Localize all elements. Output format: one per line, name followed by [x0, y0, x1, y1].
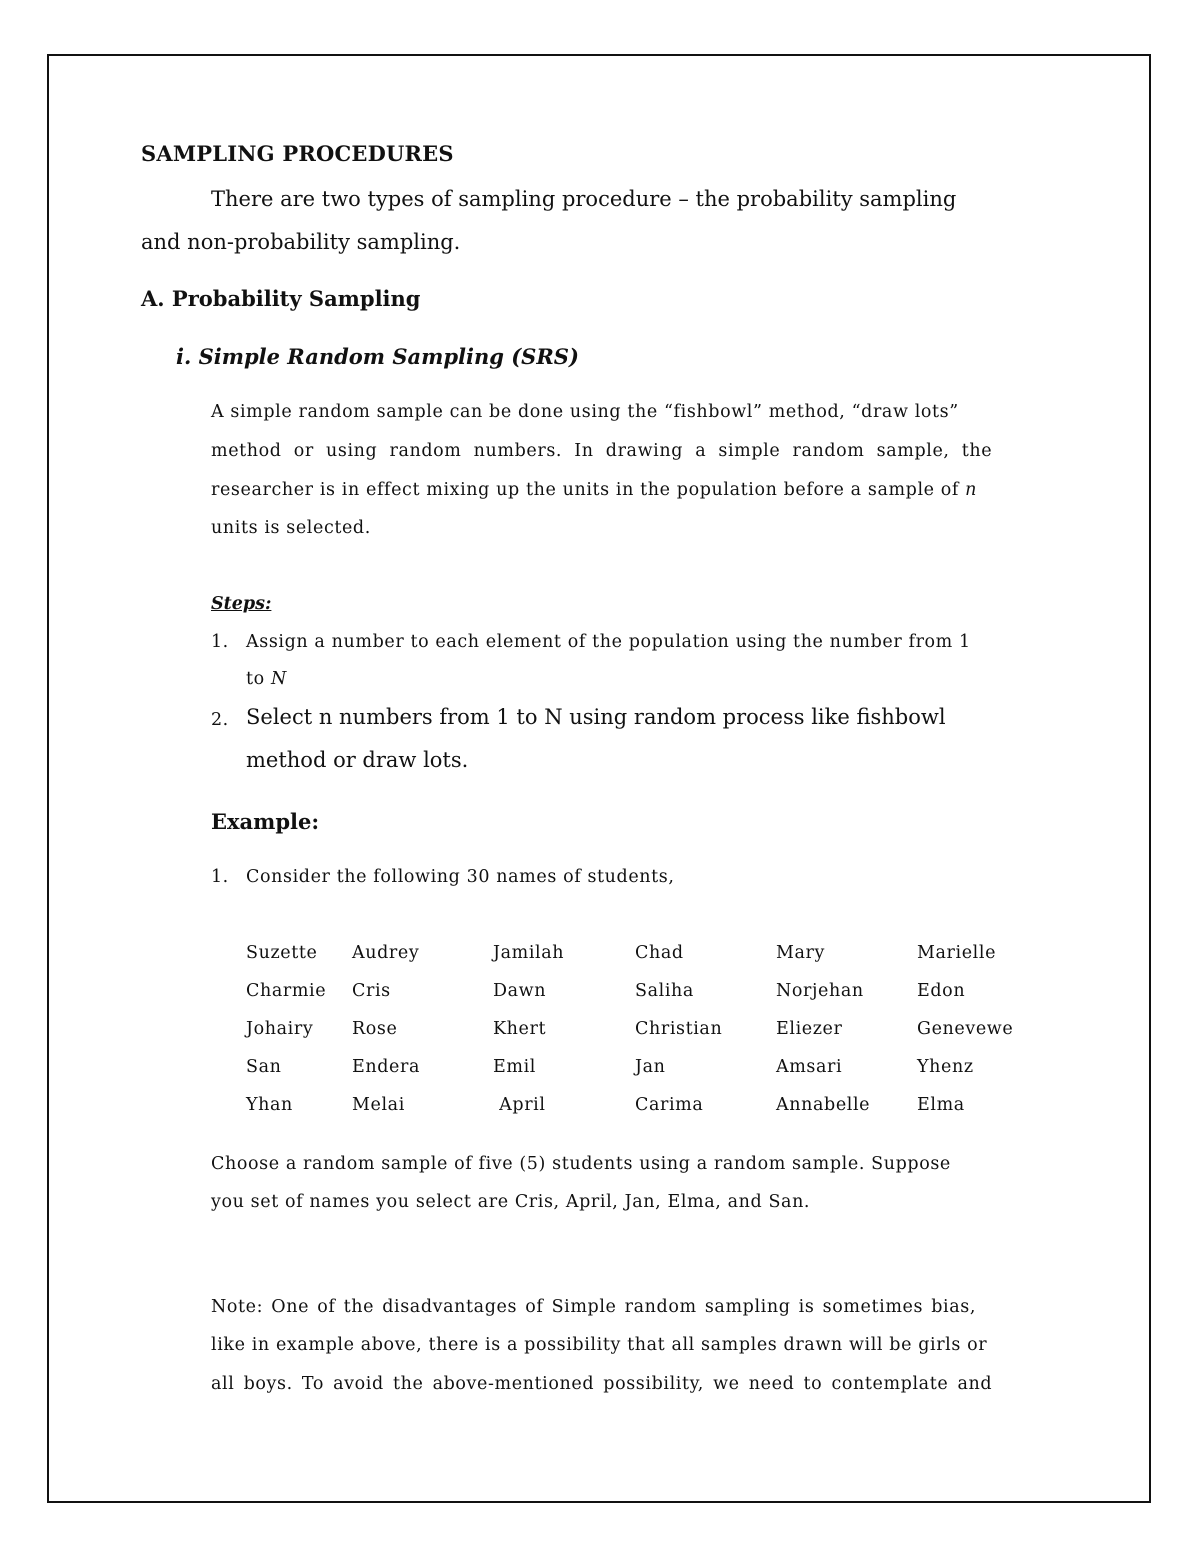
name-cell: Khert: [493, 1019, 547, 1039]
srs-variable-n: n: [965, 480, 978, 500]
step-1-number: 1.: [211, 632, 229, 652]
name-cell: San: [246, 1057, 282, 1077]
name-cell: Jan: [635, 1057, 666, 1077]
steps-title: Steps:: [211, 594, 272, 614]
name-cell: Carima: [635, 1095, 704, 1115]
name-cell: Cris: [352, 981, 391, 1001]
name-cell: Johairy: [246, 1019, 314, 1039]
name-cell: Endera: [352, 1057, 421, 1077]
name-cell: Amsari: [776, 1057, 843, 1077]
name-cell: Norjehan: [776, 981, 864, 1001]
name-cell: Suzette: [246, 943, 318, 963]
name-cell: Saliha: [635, 981, 694, 1001]
srs-paragraph-line-3: [211, 480, 977, 500]
example-item-number: 1.: [211, 867, 229, 887]
note-line-2: like in example above, there is a possibility that all samples drawn will be girls or: [211, 1335, 988, 1355]
name-cell: Annabelle: [776, 1095, 871, 1115]
name-cell: Chad: [635, 943, 684, 963]
name-cell: Yhenz: [917, 1057, 974, 1077]
section-i-heading: i. Simple Random Sampling (SRS): [176, 344, 579, 369]
example-item-text: Consider the following 30 names of students,: [246, 867, 675, 887]
srs-paragraph-line-4: units is selected.: [211, 518, 371, 538]
name-cell: April: [493, 1095, 546, 1115]
intro-line-1: There are two types of sampling procedure – the probability sampling: [211, 187, 957, 211]
choose-line-2: you set of names you select are Cris, April, Jan, Elma, and San.: [211, 1192, 811, 1212]
step-1-line-2: [246, 669, 287, 689]
name-cell: Marielle: [917, 943, 997, 963]
step-2-line-1: Select n numbers from 1 to N using random process like fishbowl: [246, 705, 946, 729]
intro-line-2: and non-probability sampling.: [141, 230, 461, 254]
step-1-line-1: Assign a number to each element of the population using the number from 1: [246, 632, 971, 652]
section-a-heading: A. Probability Sampling: [141, 286, 421, 311]
srs-line-3-text: researcher is in effect mixing up the units in the population before a sample of: [211, 480, 966, 500]
step-2-line-2: method or draw lots.: [246, 748, 469, 772]
name-cell: Melai: [352, 1095, 405, 1115]
document-heading: SAMPLING PROCEDURES: [141, 141, 454, 166]
name-cell: Eliezer: [776, 1019, 843, 1039]
note-line-3: all boys. To avoid the above-mentioned possibility, we need to contemplate and: [211, 1374, 993, 1394]
name-cell: Charmie: [246, 981, 327, 1001]
srs-paragraph-line-1: A simple random sample can be done using the “fishbowl” method, “draw lots”: [211, 402, 959, 422]
name-cell: Mary: [776, 943, 826, 963]
name-cell: Elma: [917, 1095, 965, 1115]
name-cell: Genevewe: [917, 1019, 1014, 1039]
step-1-variable-n: N: [270, 669, 287, 689]
name-cell: Christian: [635, 1019, 723, 1039]
step-2-number: 2.: [211, 710, 229, 730]
choose-line-1: Choose a random sample of five (5) students using a random sample. Suppose: [211, 1154, 951, 1174]
page-border: [47, 54, 1151, 1503]
name-cell: Yhan: [246, 1095, 293, 1115]
name-cell: Jamilah: [493, 943, 565, 963]
srs-paragraph-line-2: method or using random numbers. In drawing a simple random sample, the: [211, 441, 993, 461]
name-cell: Dawn: [493, 981, 547, 1001]
example-title: Example:: [211, 809, 320, 834]
name-cell: Rose: [352, 1019, 398, 1039]
name-cell: Edon: [917, 981, 966, 1001]
name-cell: Audrey: [352, 943, 420, 963]
name-cell: Emil: [493, 1057, 536, 1077]
note-line-1: Note: One of the disadvantages of Simple random sampling is sometimes bias,: [211, 1297, 976, 1317]
step-1-line-2-text: to: [246, 669, 271, 689]
